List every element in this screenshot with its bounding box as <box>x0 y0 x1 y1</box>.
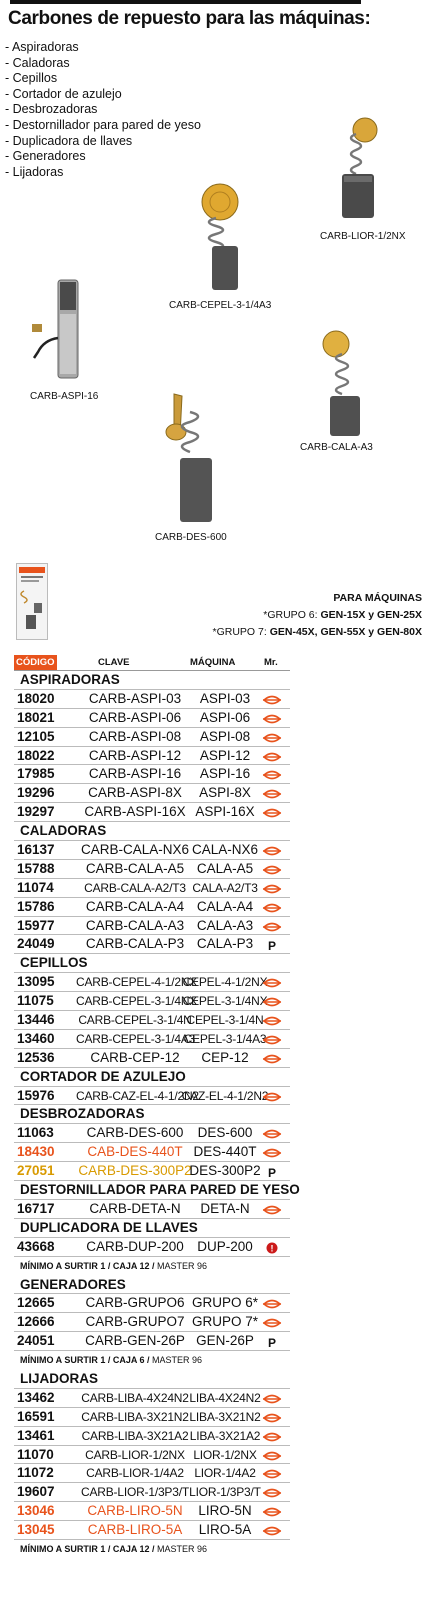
header-codigo: CÓDIGO <box>16 657 55 668</box>
parts-table <box>14 655 300 1559</box>
cell-clave: CARB-CALA-P3 <box>85 936 185 952</box>
cell-maquina: LIBA-4X24N2 <box>189 1390 261 1405</box>
truper-brand-icon <box>262 713 282 725</box>
table-row <box>14 898 290 917</box>
cell-clave: CARB-CALA-A4 <box>85 898 185 914</box>
table-row <box>14 1446 290 1465</box>
cell-maquina: DUP-200 <box>197 1238 253 1254</box>
cell-codigo: 12666 <box>17 1314 55 1330</box>
truper-brand-icon <box>262 1506 282 1518</box>
cell-codigo: 12105 <box>17 728 55 744</box>
table-row <box>14 1049 290 1068</box>
cell-clave: CARB-CALA-NX6 <box>80 842 190 858</box>
truper-brand-icon <box>262 883 282 895</box>
truper-brand-icon <box>262 1317 282 1329</box>
truper-brand-icon <box>262 751 282 763</box>
grupo-heading: PARA MÁQUINAS <box>333 592 422 604</box>
cell-maquina: CALA-NX6 <box>191 842 259 858</box>
table-row <box>14 1389 290 1408</box>
cell-maquina: ASPI-12 <box>199 747 251 763</box>
table-row <box>14 841 290 860</box>
header-clave: CLAVE <box>98 657 130 668</box>
table-row <box>14 1294 290 1313</box>
machine-list-item: - Desbrozadoras <box>5 102 201 118</box>
cell-codigo: 19296 <box>17 785 55 801</box>
cell-codigo: 13461 <box>17 1427 55 1443</box>
cell-codigo: 16591 <box>17 1408 55 1424</box>
section-header: DESBROZADORAS <box>14 1105 290 1124</box>
cell-clave: CARB-GRUPO6 <box>85 1295 185 1311</box>
section-header: ASPIRADORAS <box>14 671 290 690</box>
cell-clave: CARB-GEN-26P <box>85 1333 185 1349</box>
table-row <box>14 992 290 1011</box>
cell-clave: CARB-CAZ-EL-4-1/2N2 <box>76 1088 199 1103</box>
section-header: GENERADORES <box>14 1276 290 1295</box>
cell-maquina: CEPEL-3-1/4N <box>186 1013 264 1028</box>
minimum-order-note <box>14 1351 290 1370</box>
cell-clave: CARB-ASPI-12 <box>88 747 182 763</box>
cell-clave: CARB-ASPI-16 <box>88 766 182 782</box>
cell-maquina: LIBA-3X21N2 <box>189 1409 261 1424</box>
table-row <box>14 1502 290 1521</box>
table-row <box>14 765 290 784</box>
table-row <box>14 1143 290 1162</box>
label-lior: CARB-LIOR-1/2NX <box>320 231 406 242</box>
table-row <box>14 803 290 822</box>
note-bold: MÍNIMO A SURTIR 1 / CAJA 6 / <box>20 1355 150 1366</box>
cell-maquina: CEPEL-4-1/2NX <box>182 975 268 990</box>
cell-clave: CARB-LIOR-1/3P3/T <box>81 1485 189 1500</box>
pretul-brand-icon <box>262 1166 282 1178</box>
cell-codigo: 24049 <box>17 936 55 952</box>
cell-codigo: 13446 <box>17 1012 55 1028</box>
truper-brand-icon <box>262 1204 282 1216</box>
pretul-brand-icon <box>262 1336 282 1348</box>
cell-maquina: CAZ-EL-4-1/2N2 <box>181 1088 269 1103</box>
cell-codigo: 13462 <box>17 1389 55 1405</box>
cell-clave: CARB-CEP-12 <box>90 1049 180 1065</box>
cell-clave: CARB-CEPEL-3-1/4N <box>78 1013 192 1028</box>
cell-clave: CARB-ASPI-08 <box>88 728 182 744</box>
minimum-order-note <box>14 1257 290 1276</box>
label-cala: CARB-CALA-A3 <box>300 442 373 453</box>
svg-text:P: P <box>267 1166 277 1179</box>
cell-codigo: 43668 <box>17 1238 55 1254</box>
cell-codigo: 12536 <box>17 1049 55 1065</box>
cell-maquina: CALA-A3 <box>196 917 254 933</box>
section-header: DESTORNILLADOR PARA PARED DE YESO <box>14 1181 290 1200</box>
truper-brand-icon <box>262 1128 282 1140</box>
page-title: Carbones de repuesto para las máquinas: <box>8 8 371 29</box>
cell-codigo: 11074 <box>17 879 54 895</box>
cell-clave: CARB-ASPI-16X <box>84 804 186 820</box>
section-header: CALADORAS <box>14 822 290 841</box>
cell-codigo: 12665 <box>17 1295 55 1311</box>
cell-clave: CARB-LIBA-4X24N2 <box>81 1390 189 1405</box>
cell-clave: CARB-CALA-A2/T3 <box>84 880 186 895</box>
cell-maquina: ASPI-08 <box>199 728 251 744</box>
table-row <box>14 1124 290 1143</box>
table-row <box>14 860 290 879</box>
brush-des-image <box>160 392 220 526</box>
cell-maquina: GRUPO 7* <box>191 1314 259 1330</box>
note-rest: MASTER 96 <box>149 1355 203 1366</box>
table-row <box>14 1521 290 1540</box>
cell-codigo: 17985 <box>17 766 55 782</box>
machine-list-item: - Caladoras <box>5 56 201 72</box>
cell-clave: CARB-ASPI-06 <box>88 709 182 725</box>
cell-maquina: CEP-12 <box>201 1049 249 1065</box>
brush-cala-image <box>316 328 366 438</box>
table-row <box>14 1427 290 1446</box>
cell-clave: CARB-LIRO-5A <box>87 1522 183 1538</box>
truper-brand-icon <box>262 694 282 706</box>
machine-list-item: - Aspiradoras <box>5 40 201 56</box>
table-row <box>14 1408 290 1427</box>
truper-brand-icon <box>262 1431 282 1443</box>
cell-maquina: ASPI-16X <box>195 804 255 820</box>
note-bold: MÍNIMO A SURTIR 1 / CAJA 12 / <box>20 1543 155 1554</box>
top-rule <box>10 0 361 4</box>
red-brand-icon <box>262 1242 282 1254</box>
table-row <box>14 1483 290 1502</box>
cell-codigo: 11063 <box>17 1125 54 1141</box>
truper-brand-icon <box>262 977 282 989</box>
truper-brand-icon <box>262 864 282 876</box>
table-row <box>14 1313 290 1332</box>
truper-brand-icon <box>262 1091 282 1103</box>
table-row <box>14 690 290 709</box>
cell-maquina: DES-440T <box>193 1144 257 1160</box>
table-row <box>14 879 290 898</box>
cell-clave: CARB-GRUPO7 <box>85 1314 185 1330</box>
cell-codigo: 11075 <box>17 993 54 1009</box>
cell-codigo: 15788 <box>17 860 55 876</box>
truper-brand-icon <box>262 1393 282 1405</box>
table-row <box>14 1011 290 1030</box>
truper-brand-icon <box>262 921 282 933</box>
machine-list-item: - Duplicadora de llaves <box>5 134 201 150</box>
cell-maquina: LIBA-3X21A2 <box>189 1428 261 1443</box>
truper-brand-icon <box>262 1298 282 1310</box>
truper-brand-icon <box>262 1468 282 1480</box>
table-row <box>14 1162 290 1181</box>
section-header: CORTADOR DE AZULEJO <box>14 1068 290 1087</box>
svg-text:!: ! <box>270 1243 274 1254</box>
cell-maquina: DETA-N <box>200 1200 250 1216</box>
cell-clave: CARB-DETA-N <box>89 1200 181 1216</box>
brush-cepel-image <box>190 180 246 292</box>
cell-maquina: GEN-26P <box>196 1333 254 1349</box>
table-row <box>14 1200 290 1219</box>
table-row <box>14 973 290 992</box>
cell-maquina: ASPI-06 <box>199 709 251 725</box>
cell-codigo: 15976 <box>17 1087 55 1103</box>
cell-maquina: CEPEL-3-1/4A3 <box>183 1031 267 1046</box>
cell-maquina: LIOR-1/2NX <box>193 1447 257 1462</box>
cell-maquina: CALA-P3 <box>196 936 254 952</box>
cell-maquina: ASPI-16 <box>199 766 251 782</box>
truper-brand-icon <box>262 1412 282 1424</box>
cell-codigo: 13046 <box>17 1503 55 1519</box>
minimum-order-note <box>14 1540 290 1559</box>
truper-brand-icon <box>262 902 282 914</box>
truper-brand-icon <box>262 769 282 781</box>
table-row <box>14 917 290 936</box>
cell-codigo: 19297 <box>17 804 55 820</box>
note-bold: MÍNIMO A SURTIR 1 / CAJA 12 / <box>20 1260 155 1271</box>
cell-codigo: 11072 <box>17 1465 54 1481</box>
truper-brand-icon <box>262 1053 282 1065</box>
cell-clave: CARB-LIBA-3X21A2 <box>81 1428 189 1443</box>
cell-clave: CARB-ASPI-8X <box>88 785 182 801</box>
truper-brand-icon <box>262 1487 282 1499</box>
package-thumbnail-image <box>16 563 48 640</box>
cell-clave: CARB-LIOR-1/2NX <box>85 1447 185 1462</box>
cell-maquina: LIRO-5N <box>198 1503 252 1519</box>
header-maquina: MÁQUINA <box>190 657 236 668</box>
cell-codigo: 18021 <box>17 709 55 725</box>
cell-codigo: 27051 <box>17 1163 55 1179</box>
cell-maquina: LIRO-5A <box>198 1522 252 1538</box>
table-row <box>14 1030 290 1049</box>
cell-maquina: CALA-A4 <box>196 898 254 914</box>
truper-brand-icon <box>262 1015 282 1027</box>
cell-clave: CARB-ASPI-03 <box>88 690 182 706</box>
section-header: DUPLICADORA DE LLAVES <box>14 1219 290 1238</box>
brush-lior-image <box>338 116 382 222</box>
cell-codigo: 11070 <box>17 1446 54 1462</box>
table-row <box>14 709 290 728</box>
cell-maquina: ASPI-03 <box>199 690 251 706</box>
svg-text:P: P <box>267 939 277 952</box>
svg-text:P: P <box>267 1336 277 1349</box>
cell-maquina: CEPEL-3-1/4NX <box>182 994 268 1009</box>
machine-list-item: - Destornillador para pared de yeso <box>5 118 201 134</box>
truper-brand-icon <box>262 1525 282 1537</box>
cell-codigo: 18430 <box>17 1144 55 1160</box>
cell-codigo: 18020 <box>17 690 55 706</box>
cell-maquina: GRUPO 6* <box>191 1295 259 1311</box>
cell-codigo: 16137 <box>17 842 55 858</box>
cell-clave: CARB-CEPEL-4-1/2NX <box>76 975 198 990</box>
grupo-7-note: *GRUPO 7: GEN-45X, GEN-55X y GEN-80X <box>212 626 422 638</box>
cell-clave: CARB-CEPEL-3-1/4A3 <box>76 1031 196 1046</box>
cell-maquina: CALA-A2/T3 <box>192 880 258 895</box>
table-row <box>14 1464 290 1483</box>
cell-clave: CAB-DES-440T <box>87 1144 183 1160</box>
truper-brand-icon <box>262 1034 282 1046</box>
machine-list-item: - Lijadoras <box>5 165 201 181</box>
cell-clave: CARB-LIOR-1/4A2 <box>86 1466 184 1481</box>
cell-codigo: 18022 <box>17 747 55 763</box>
machine-list-item: - Generadores <box>5 149 201 165</box>
truper-brand-icon <box>262 845 282 857</box>
machine-list-item: - Cortador de azulejo <box>5 87 201 103</box>
cell-codigo: 15977 <box>17 917 55 933</box>
truper-brand-icon <box>262 788 282 800</box>
table-row <box>14 728 290 747</box>
cell-clave: CARB-DES-600 <box>86 1125 184 1141</box>
cell-clave: CARB-DUP-200 <box>86 1238 184 1254</box>
grupo-6-note: *GRUPO 6: GEN-15X y GEN-25X <box>263 609 422 621</box>
truper-brand-icon <box>262 807 282 819</box>
cell-clave: CARB-CALA-A3 <box>85 917 185 933</box>
label-aspi: CARB-ASPI-16 <box>30 391 99 402</box>
cell-maquina: CALA-A5 <box>196 860 254 876</box>
note-rest: MASTER 96 <box>154 1260 208 1271</box>
cell-clave: CARB-LIRO-5N <box>87 1503 183 1519</box>
section-header: CEPILLOS <box>14 954 290 973</box>
pretul-brand-icon <box>262 939 282 951</box>
cell-clave: CARB-DES-300P2 <box>78 1163 192 1179</box>
truper-brand-icon <box>262 1450 282 1462</box>
cell-maquina: LIOR-1/3P3/T <box>189 1485 261 1500</box>
cell-maquina: ASPI-8X <box>199 785 251 801</box>
note-rest: MASTER 96 <box>154 1543 208 1554</box>
cell-clave: CARB-CEPEL-3-1/4NX <box>76 994 198 1009</box>
cell-codigo: 24051 <box>17 1333 55 1349</box>
cell-codigo: 13045 <box>17 1522 55 1538</box>
machine-list-item: - Cepillos <box>5 71 201 87</box>
cell-codigo: 13460 <box>17 1030 55 1046</box>
table-header <box>14 655 290 671</box>
cell-codigo: 16717 <box>17 1200 55 1216</box>
table-row <box>14 935 290 954</box>
brush-aspi-image <box>30 278 94 384</box>
cell-codigo: 15786 <box>17 898 55 914</box>
table-row <box>14 784 290 803</box>
label-des: CARB-DES-600 <box>155 532 227 543</box>
truper-brand-icon <box>262 996 282 1008</box>
cell-maquina: DES-300P2 <box>189 1163 261 1179</box>
section-header: LIJADORAS <box>14 1370 290 1389</box>
table-row <box>14 1087 290 1106</box>
cell-codigo: 13095 <box>17 974 55 990</box>
cell-clave: CARB-CALA-A5 <box>85 860 185 876</box>
machine-list <box>5 40 201 180</box>
cell-maquina: LIOR-1/4A2 <box>194 1466 256 1481</box>
table-row <box>14 1238 290 1257</box>
truper-brand-icon <box>262 1147 282 1159</box>
label-cepel: CARB-CEPEL-3-1/4A3 <box>169 300 272 311</box>
cell-codigo: 19607 <box>17 1484 55 1500</box>
cell-maquina: DES-600 <box>197 1125 253 1141</box>
header-mr: Mr. <box>264 657 278 668</box>
table-row <box>14 747 290 766</box>
cell-clave: CARB-LIBA-3X21N2 <box>81 1409 189 1424</box>
table-body <box>14 671 300 1559</box>
truper-brand-icon <box>262 732 282 744</box>
table-row <box>14 1332 290 1351</box>
